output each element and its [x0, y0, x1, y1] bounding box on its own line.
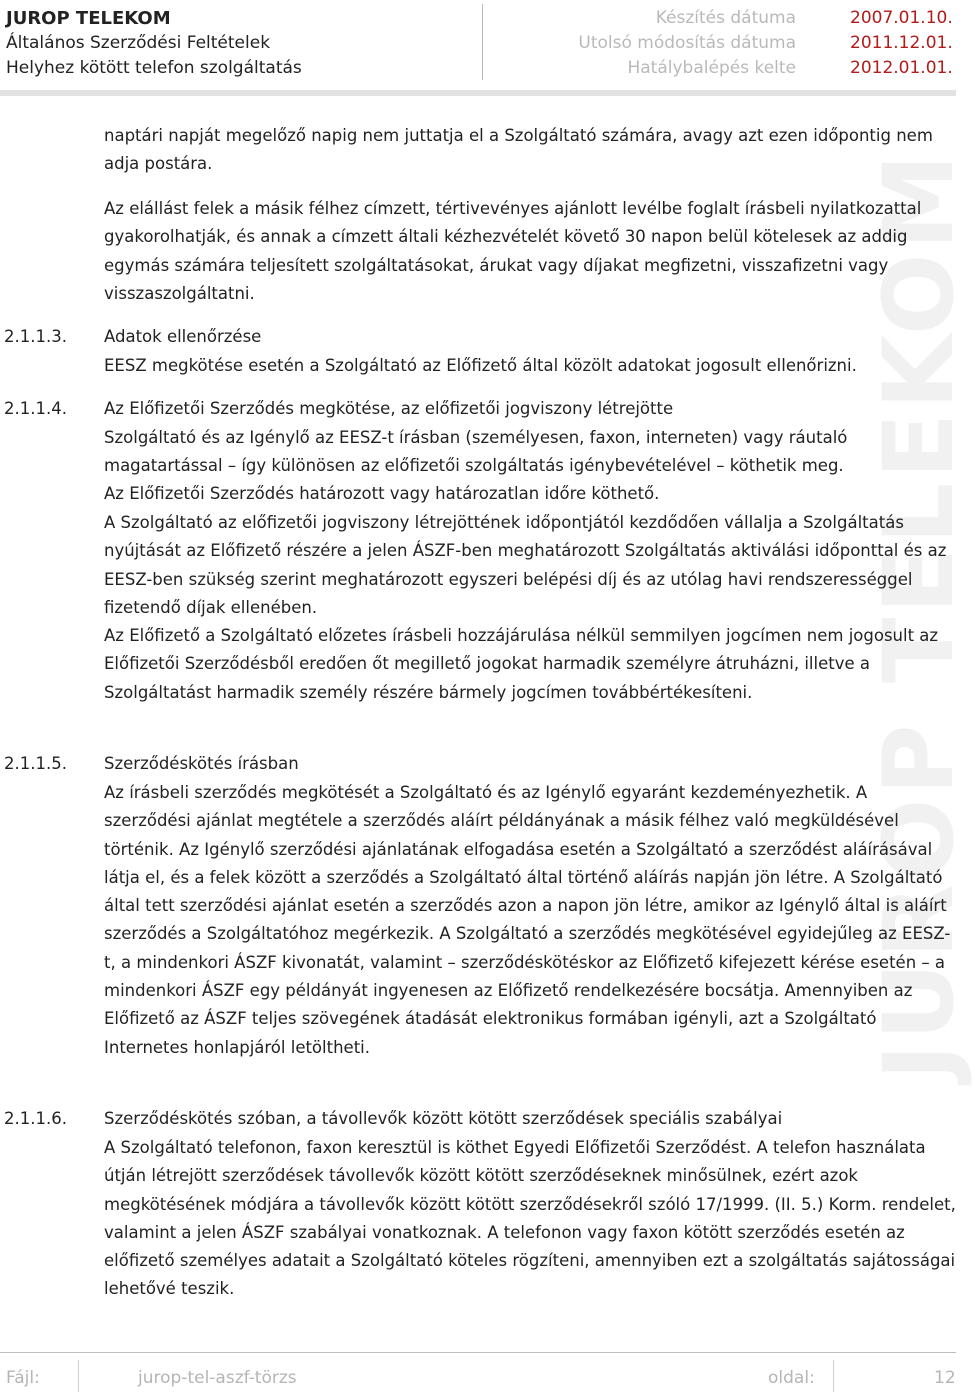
section-title: Az Előfizetői Szerződés megkötése, az előfizetői jogviszony létrejötte	[104, 399, 674, 418]
page-header	[0, 0, 960, 96]
intro-paragraph-1: naptári napját megelőző napig nem juttatja el a Szolgáltató számára, avagy azt ezen időpontig nem adja postára.	[104, 126, 933, 174]
intro-paragraph-2: Az elállást felek a másik félhez címzett, tértivevényes ajánlott levélbe foglalt írásbeli nyilatkozattal gyakorolhatják, és annak a címzett általi kézhezvételét követő 30 napon belül kötelesek az addig egymás számára teljesített szolgáltatásokat, árukat vagy díjakat megfizetni, visszafizetni vagy visszaszolgáltatni.	[104, 199, 922, 303]
header-dates	[850, 6, 956, 81]
header-bar	[0, 90, 956, 96]
section-paragraph: Szolgáltató és az Igénylő az EESZ-t írásban (személyesen, faxon, interneten) vagy ráutaló magatartással – így különösen az előfizetői szolgáltatás igénybevételével – köthetik meg.	[104, 428, 848, 476]
file-label: Fájl:	[6, 1368, 40, 1388]
page-number: 12	[934, 1368, 956, 1388]
section-number: 2.1.1.6.	[4, 1109, 67, 1128]
service-name: Helyhez kötött telefon szolgáltatás	[6, 58, 302, 78]
document-title: Általános Szerződési Feltételek	[6, 33, 271, 53]
file-name: jurop-tel-aszf-törzs	[138, 1368, 297, 1388]
modified-date: 2011.12.01.	[850, 33, 953, 53]
header-date-labels	[490, 6, 796, 81]
header-divider	[482, 4, 483, 80]
section-number: 2.1.1.5.	[4, 754, 67, 773]
section-number: 2.1.1.3.	[4, 327, 67, 346]
company-name: JUROP TELEKOM	[6, 8, 171, 29]
watermark: JUROP TELEKOM	[863, 149, 975, 1080]
section-paragraph: Az írásbeli szerződés megkötését a Szolgáltató és az Igénylő egyaránt kezdeményezhetik. A szerződési ajánlat megtétele a szerződés aláírt példányának a másik félhez való megküldésével történik. Az Igénylő szerződési ajánlatának elfogadása esetén a Szolgáltató a szerződést aláírásával látja el, és a felek között a szerződés a Szolgáltató által történő aláírás napján jön létre. A Szolgáltató által tett szerződési ajánlat esetén a szerződés azon a napon jön létre, amikor az Igénylő által is aláírt szerződés a Szolgáltatóhoz megérkezik. A Szolgáltató a szerződés megkötésével egyidejűleg az EESZ-t, a mindenkori ÁSZF kivonatát, valamint – szerződéskötéskor az Előfizető kifejezett kérése esetén – a mindenkori ÁSZF egy példányát ingyenesen az Előfizető rendelkezésére bocsátja. Amennyiben az Előfizető az ÁSZF teljes szövegének átadását elektronikus formában igényli, azt a Szolgáltató Internetes honlapjáról letöltheti.	[104, 783, 951, 1057]
footer-divider	[833, 1360, 834, 1392]
effective-label: Hatálybalépés kelte	[627, 58, 796, 78]
page-label: oldal:	[768, 1368, 815, 1388]
section-paragraph: EESZ megkötése esetén a Szolgáltató az Előfizető által közölt adatokat jogosult ellenőrizni.	[104, 356, 857, 375]
section-paragraph: A Szolgáltató telefonon, faxon keresztül is köthet Egyedi Előfizetői Szerződést. A telefon használata útján létrejött szerződések távollevők között kötött szerződéseknek minősülnek, ezért azok megkötésének módjára a távollevők között kötött szerződésekről szóló 17/1999. (II. 5.) Korm. rendelet, valamint a jelen ÁSZF szabályai vonatkoznak. A telefonon vagy faxon kötött szerződés esetén az előfizető személyes adatait a Szolgáltató köteles rögzíteni, amennyiben ezt a szolgáltatás sajátosságai lehetővé teszik.	[104, 1138, 956, 1299]
section-paragraph: A Szolgáltató az előfizetői jogviszony létrejöttének időpontjától kezdődően vállalja a Szolgáltatás nyújtását az Előfizető részére a jelen ÁSZF-ben meghatározott Szolgáltatás aktiválási időponttal és az EESZ-ben szükség szerint meghatározott egyszeri belépési díj és az utólag havi rendszerességgel fizetendő díjak ellenében.	[104, 513, 947, 617]
created-label: Készítés dátuma	[655, 8, 796, 28]
page-footer	[0, 1352, 960, 1395]
section-paragraph: Az Előfizetői Szerződés határozott vagy határozatlan időre köthető.	[104, 484, 660, 503]
modified-label: Utolsó módosítás dátuma	[578, 33, 796, 53]
effective-date: 2012.01.01.	[850, 58, 953, 78]
header-left	[6, 6, 476, 81]
footer-divider	[78, 1360, 79, 1392]
section-title: Szerződéskötés írásban	[104, 754, 299, 773]
section-paragraph: Az Előfizető a Szolgáltató előzetes írásbeli hozzájárulása nélkül semmilyen jogcímen nem jogosult az Előfizetői Szerződésből eredően őt megillető jogokat harmadik személyre átruházni, illetve a Szolgáltatást harmadik személy részére bármely jogcímen továbbértékesíteni.	[104, 626, 939, 702]
section-number: 2.1.1.4.	[4, 399, 67, 418]
created-date: 2007.01.10.	[850, 8, 953, 28]
section-title: Szerződéskötés szóban, a távollevők között kötött szerződések speciális szabályai	[104, 1109, 783, 1128]
section-title: Adatok ellenőrzése	[104, 327, 262, 346]
footer-rule	[0, 1352, 956, 1353]
